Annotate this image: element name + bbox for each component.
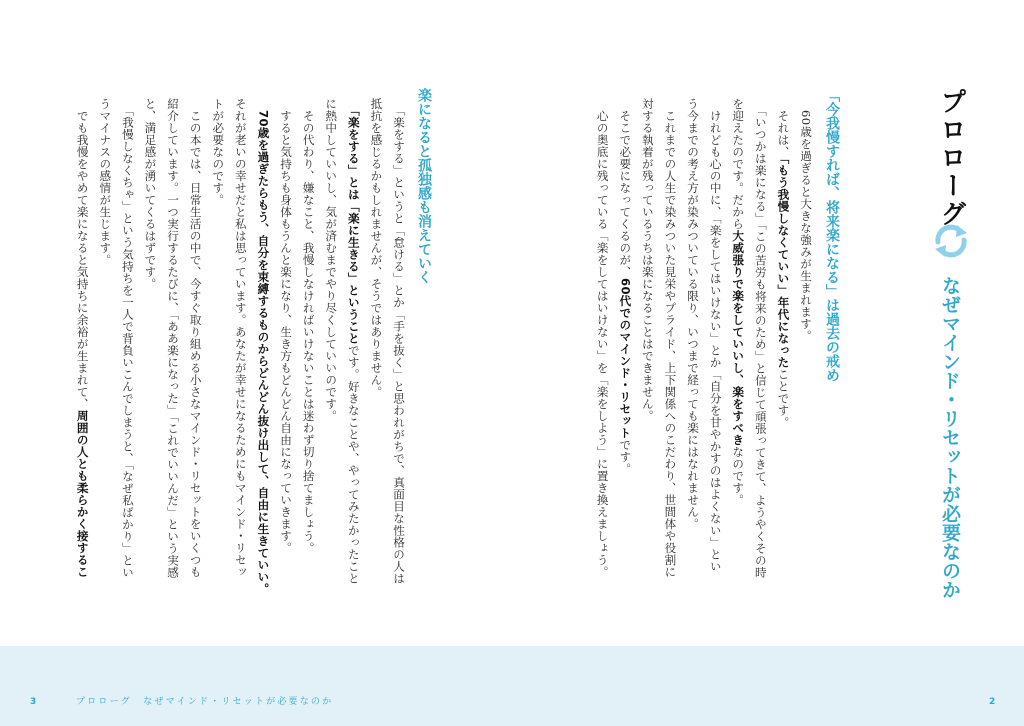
footer-band [0, 646, 1024, 726]
body-text: その代わり、嫌なこと、我慢しなければいけないことは迷わず切り捨てましょう。 [301, 98, 316, 554]
emphasis-text: 60代でのマインド・リセット [618, 278, 633, 439]
body-text: なのです。 [731, 446, 746, 506]
body-text: けれども心の中に、「楽をしてはいけない」とか「自分を甘やかすのはよくない」とい [708, 98, 723, 573]
body-line [614, 98, 637, 618]
emphasis-text: 周囲の人とも柔らかく接するこ [75, 410, 90, 578]
body-text: 抵抗を感じるかもしれませんが、そうではありません。 [369, 98, 384, 398]
refresh-cycle-icon [930, 220, 972, 262]
body-line [749, 98, 772, 618]
emphasis-text: 「楽をする」とは「楽に生きる」ということ [346, 110, 361, 345]
page-number-left: 3 [30, 697, 37, 707]
body-line [297, 98, 320, 618]
body-line [116, 98, 139, 618]
body-line [274, 98, 297, 618]
body-text: これまでの人生で染みついた見栄やプライド、上下関係へのこだわり、世間体や役割に [663, 98, 678, 578]
body-line [229, 98, 252, 618]
body-text: トが必要なのです。 [211, 98, 226, 206]
body-line [659, 98, 682, 618]
body-text: 対する執着が残っているうちは楽になることはできません。 [640, 98, 655, 422]
body-text: ことです。 [776, 368, 791, 429]
body-line [365, 98, 388, 618]
section-heading-1: 「今我慢すれば、将来楽になる」は過去の戒め [824, 88, 840, 382]
emphasis-text: 70歳を過ぎたらもう、自分を束縛するものからどんどん抜け出して、自由に生きていい。 [256, 110, 271, 595]
body-text: 「我慢しなくちゃ」という気持ちを一人で背負いこんでしまうと、「なぜ私ばかり」とい [120, 98, 135, 579]
body-line [636, 98, 659, 618]
body-text: です。好きなことや、やってみたかったこと [346, 344, 361, 585]
body-line [342, 98, 365, 618]
body-text: それが老いの幸せだと私は思っています。あなたが幸せになるためにもマインド・リセッ [233, 98, 248, 578]
body-line [387, 98, 410, 618]
body-text: 心の奥底に残っている「楽をしてはいけない」を「楽をしよう」に置き換えましょう。 [595, 98, 610, 578]
body-line [772, 98, 795, 618]
body-text: に熱中していいし、気が済むまでやり尽くしていいのです。 [324, 98, 339, 422]
body-text: うマイナスの感情が生じます。 [98, 98, 113, 266]
body-line [94, 98, 117, 618]
page-number-right: 2 [989, 697, 996, 707]
body-line [139, 98, 162, 618]
body-text: です。 [618, 438, 633, 475]
body-line [727, 98, 750, 618]
body-text: を迎えたのです。だから [731, 98, 746, 230]
body-text [347, 98, 361, 110]
body-text: 紹介しています。一つ実行するたびに、「ああ楽になった」「これでいいんだ」という実感 [166, 98, 181, 579]
body-line [704, 98, 727, 618]
body-line [184, 98, 207, 618]
body-text: と、満足感が湧いてくるはずです。 [143, 98, 158, 290]
body-line [161, 98, 184, 618]
body-text: 「楽をする」というと「怠ける」とか「手を抜く」と思われがちで、真面目な性格の人は [392, 98, 406, 585]
running-head: プロローグ なぜマインド・リセットが必要なのか [76, 697, 334, 707]
body-line [320, 98, 343, 618]
body-text [256, 98, 270, 110]
body-line [794, 98, 817, 618]
body-line [252, 98, 275, 618]
section-body-1 [577, 98, 817, 618]
body-text: この本では、日常生活の中で、今すぐ取り組める小さなマインド・リセットをいくつも [188, 98, 203, 578]
section-heading-2: 楽になると孤独感も消えていく [416, 88, 432, 284]
body-text: それは、 [776, 98, 791, 158]
body-line [207, 98, 230, 618]
body-text: すると気持ちも身体もうんと楽になり、生き方もどんどん自由になっていきます。 [279, 98, 294, 554]
body-text: そこで必要になってくるのが、 [618, 98, 633, 278]
body-text: でも我慢をやめて楽になると気持ちに余裕が生まれて、 [75, 98, 90, 410]
emphasis-text: 大威張りで楽をしていいし、楽をすべき [731, 230, 746, 446]
chapter-label: プロローグ [936, 88, 966, 228]
chapter-title: なぜマインド・リセットが必要なのか [939, 276, 961, 599]
body-line [681, 98, 704, 618]
body-text: う今までの考え方が染みついている限り、いつまで経っても楽にはなれません。 [686, 98, 701, 530]
body-line [71, 98, 94, 618]
section-body-2 [36, 98, 410, 618]
body-text: 60歳を過ぎると大きな強みが生まれます。 [799, 98, 813, 342]
emphasis-text: 「もう我慢しなくていい」年代になった [776, 158, 791, 369]
body-text: 「いつかは楽になる」「この苦労も将来のため」と信じて頑張ってきて、ようやくその時 [753, 98, 768, 579]
body-line [591, 98, 614, 618]
